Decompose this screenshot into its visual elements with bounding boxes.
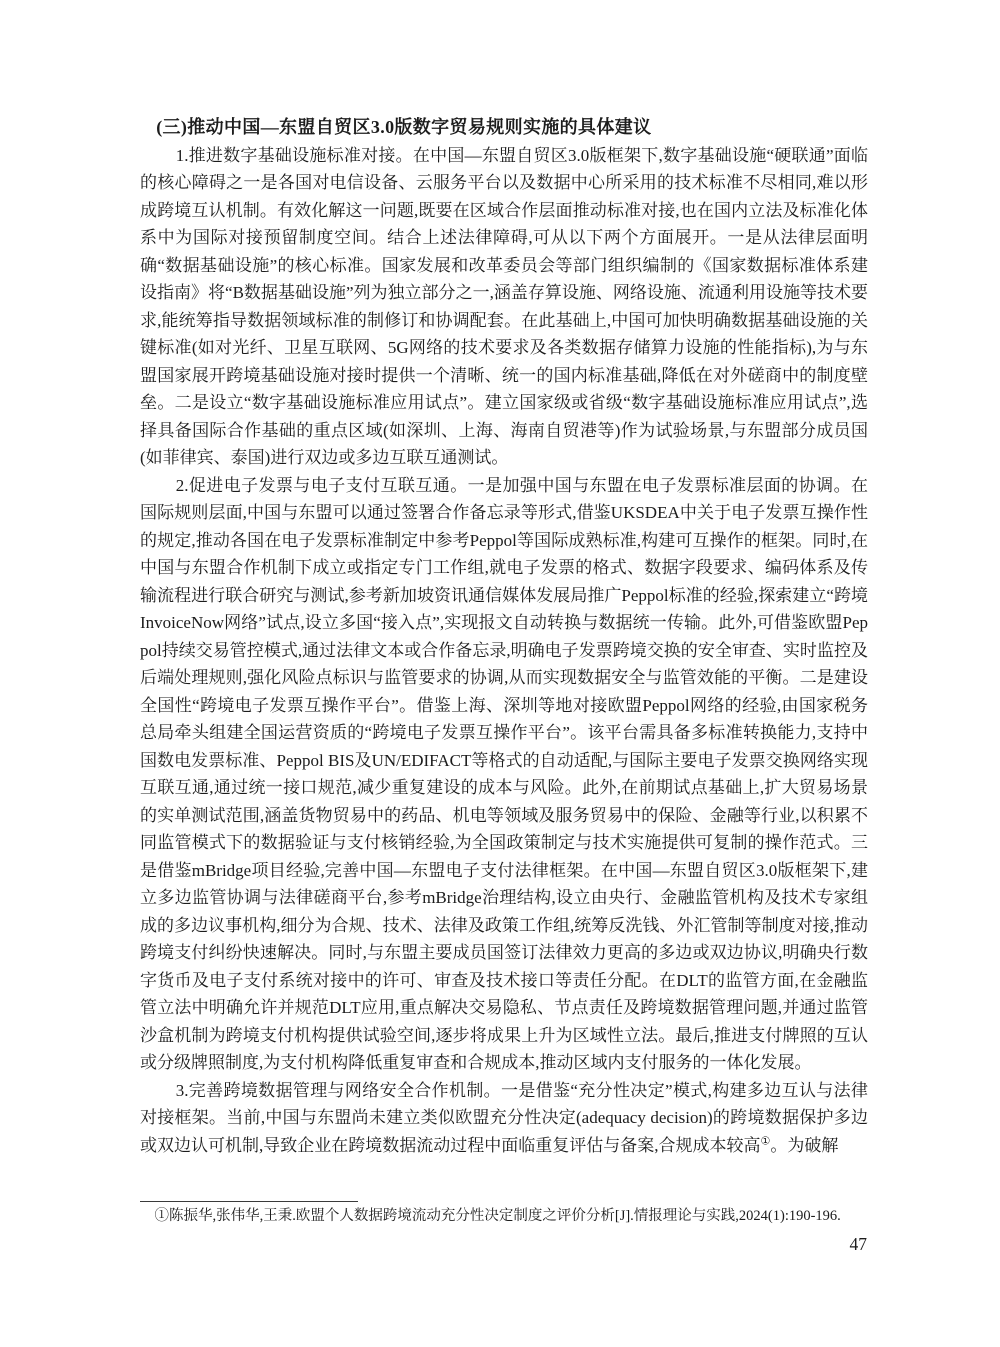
footnote-separator-rule <box>140 1201 358 1202</box>
text-column <box>140 114 868 1159</box>
page-number: 47 <box>849 1234 867 1254</box>
footnote-text: ①陈振华,张伟华,王秉.欧盟个人数据跨境流动充分性决定制度之评价分析[J].情报理论与实践,2024(1):190-196. <box>154 1208 841 1224</box>
paragraph-3 <box>140 1077 868 1160</box>
paragraph-3-continuation: 。为破解 <box>770 1135 839 1155</box>
paragraph-2: 2.促进电子发票与电子支付互联互通。一是加强中国与东盟在电子发票标准层面的协调。在国际规则层面,中国与东盟可以通过签署合作备忘录等形式,借鉴UKSDEA中关于电子发票互操作性的规定,推动各国在电子发票标准制定中参考Peppol等国际成熟标准,构建可互操作的框架。同时,在中国与东盟合作机制下成立或指定专门工作组,就电子发票的格式、数据字段要求、编码体系及传输流程进行联合研究与测试,参考新加坡资讯通信媒体发展局推广Peppol标准的经验,探索建立“跨境InvoiceNow网络”试点,设立多国“接入点”,实现报文自动转换与数据统一传输。此外,可借鉴欧盟Peppol持续交易管控模式,通过法律文本或合作备忘录,明确电子发票跨境交换的安全审查、实时监控及后端处理规则,强化风险点标识与监管要求的协调,从而实现数据安全与监管效能的平衡。二是建设全国性“跨境电子发票互操作平台”。借鉴上海、深圳等地对接欧盟Peppol网络的经验,由国家税务总局牵头组建全国运营资质的“跨境电子发票互操作平台”。该平台需具备多标准转换能力,支持中国数电发票标准、Peppol BIS及UN/EDIFACT等格式的自动适配,与国际主要电子发票交换网络实现互联互通,通过统一接口规范,减少重复建设的成本与风险。此外,在前期试点基础上,扩大贸易场景的实单测试范围,涵盖货物贸易中的药品、机电等领域及服务贸易中的保险、金融等行业,以积累不同监管模式下的数据验证与支付核销经验,为全国政策制定与技术实施提供可复制的操作范式。三是借鉴mBridge项目经验,完善中国—东盟电子支付法律框架。在中国—东盟自贸区3.0版框架下,建立多边监管协调与法律磋商平台,参考mBridge治理结构,设立由央行、金融监管机构及技术专家组成的多边议事机构,细分为合规、技术、法律及政策工作组,统筹反洗钱、外汇管制等制度对接,推动跨境支付纠纷快速解决。同时,与东盟主要成员国签订法律效力更高的多边或双边协议,明确央行数字货币及电子支付系统对接中的许可、审查及技术接口等责任分配。在DLT的监管方面,在金融监管立法中明确允许并规范DLT应用,重点解决交易隐私、节点责任及跨境数据管理问题,并通过监管沙盒机制为跨境支付机构提供试验空间,逐步将成果上升为区域性立法。最后,推进支付牌照的互认或分级牌照制度,为支付机构降低重复审查和合规成本,推动区域内支付服务的一体化发展。 <box>140 475 868 1072</box>
paragraph-1: 1.推进数字基础设施标准对接。在中国—东盟自贸区3.0版框架下,数字基础设施“硬联通”面临的核心障碍之一是各国对电信设备、云服务平台以及数据中心所采用的技术标准不尽相同,难以形成跨境互认机制。有效化解这一问题,既要在区域合作层面推动标准对接,也在国内立法及标准化体系中为国际对接预留制度空间。结合上述法律障碍,可从以下两个方面展开。一是从法律层面明确“数据基础设施”的核心标准。国家发展和改革委员会等部门组织编制的《国家数据标准体系建设指南》将“B数据基础设施”列为独立部分之一,涵盖存算设施、网络设施、流通利用设施等技术要求,能统筹指导数据领域标准的制修订和协调配套。在此基础上,中国可加快明确数据基础设施的关键标准(如对光纤、卫星互联网、5G网络的技术要求及各类数据存储算力设施的性能指标),为与东盟国家展开跨境基础设施对接时提供一个清晰、统一的国内标准基础,降低在对外磋商中的制度壁垒。二是设立“数字基础设施标准应用试点”。建立国家级或省级“数字基础设施标准应用试点”,选择具备国际合作基础的重点区域(如深圳、上海、海南自贸港等)作为试验场景,与东盟部分成员国(如菲律宾、泰国)进行双边或多边互联互通测试。 <box>140 145 868 467</box>
paragraph-3-text: 3.完善跨境数据管理与网络安全合作机制。一是借鉴“充分性决定”模式,构建多边互认与法律对接框架。当前,中国与东盟尚未建立类似欧盟充分性决定(adequacy decision)的跨境数据保护多边或双边认可机制,导致企业在跨境数据流动过程中面临重复评估与备案,合规成本较高 <box>140 1080 868 1155</box>
footnote-ref-superscript: ① <box>760 1134 771 1147</box>
section-heading: (三)推动中国—东盟自贸区3.0版数字贸易规则实施的具体建议 <box>156 117 652 137</box>
